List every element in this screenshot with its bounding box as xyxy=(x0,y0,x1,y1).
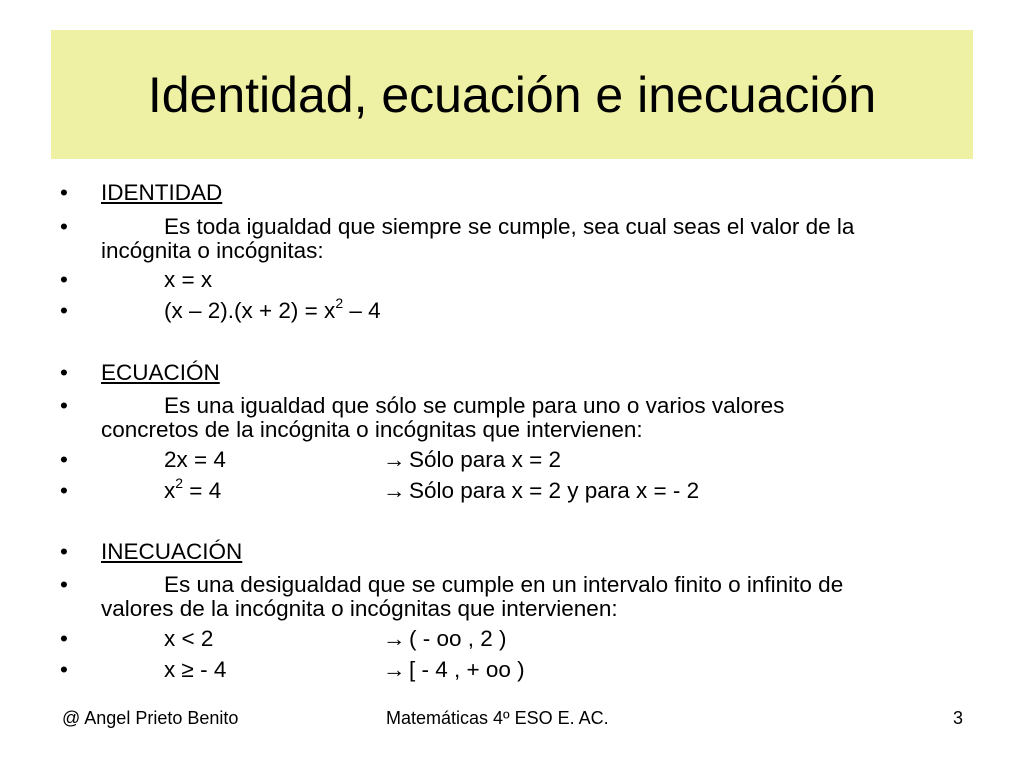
ecuacion-heading: ECUACIÓN xyxy=(101,360,220,385)
ecuacion-example-1: 2x = 4 xyxy=(164,447,226,472)
identidad-heading: IDENTIDAD xyxy=(101,180,223,205)
slide-title: Identidad, ecuación e inecuación xyxy=(147,66,877,123)
title-banner xyxy=(51,30,973,159)
right-arrow-icon: → xyxy=(383,447,406,472)
identidad-definition-line2: incógnita o incógnitas: xyxy=(101,238,324,263)
bullet-icon: • xyxy=(60,657,68,682)
ecuacion-definition xyxy=(101,394,784,442)
inecuacion-solution-1: ( - oo , 2 ) xyxy=(409,626,507,651)
ecuacion-solution-2: Sólo para x = 2 y para x = - 2 xyxy=(409,478,700,503)
right-arrow-icon: → xyxy=(383,478,406,503)
identidad-example-2: $(x - 2).(x + 2) = x^2 - 4$ xyxy=(164,294,381,323)
bullet-icon: • xyxy=(60,180,68,205)
bullet-icon: • xyxy=(60,214,68,239)
bullet-icon: • xyxy=(60,572,68,597)
footer-course: Matemáticas 4º ESO E. AC. xyxy=(386,708,609,728)
bullet-icon: • xyxy=(60,539,68,564)
right-arrow-icon: → xyxy=(383,626,406,651)
ecuacion-definition-line2: concretos de la incógnita o incógnitas que intervienen: xyxy=(101,417,643,442)
bullet-icon: • xyxy=(60,267,68,292)
identidad-example-1: x = x xyxy=(164,267,213,292)
inecuacion-example-1: x < 2 xyxy=(164,626,214,651)
identidad-definition xyxy=(101,215,854,263)
bullet-icon: • xyxy=(60,298,68,323)
inecuacion-heading: INECUACIÓN xyxy=(101,539,243,564)
footer-page-number: 3 xyxy=(953,708,964,728)
ecuacion-example-2: $x^2 = 4$ xyxy=(164,474,222,503)
inecuacion-definition-line2: valores de la incógnita o incógnitas que intervienen: xyxy=(101,596,618,621)
bullet-icon: • xyxy=(60,478,68,503)
ecuacion-solution-1: Sólo para x = 2 xyxy=(409,447,561,472)
inecuacion-definition xyxy=(101,573,843,621)
right-arrow-icon: → xyxy=(383,657,406,682)
bullet-icon: • xyxy=(60,447,68,472)
bullet-icon: • xyxy=(60,393,68,418)
identidad-definition-line1: Es toda igualdad que siempre se cumple, sea cual seas el valor de la xyxy=(164,214,855,239)
footer-author: @ Angel Prieto Benito xyxy=(62,708,239,728)
ecuacion-definition-line1: Es una igualdad que sólo se cumple para uno o varios valores xyxy=(164,393,785,418)
inecuacion-example-2: x ≥ - 4 xyxy=(164,657,227,682)
inecuacion-definition-line1: Es una desigualdad que se cumple en un intervalo finito o infinito de xyxy=(164,572,844,597)
inecuacion-solution-2: [ - 4 , + oo ) xyxy=(409,657,525,682)
bullet-icon: • xyxy=(60,626,68,651)
bullet-icon: • xyxy=(60,360,68,385)
